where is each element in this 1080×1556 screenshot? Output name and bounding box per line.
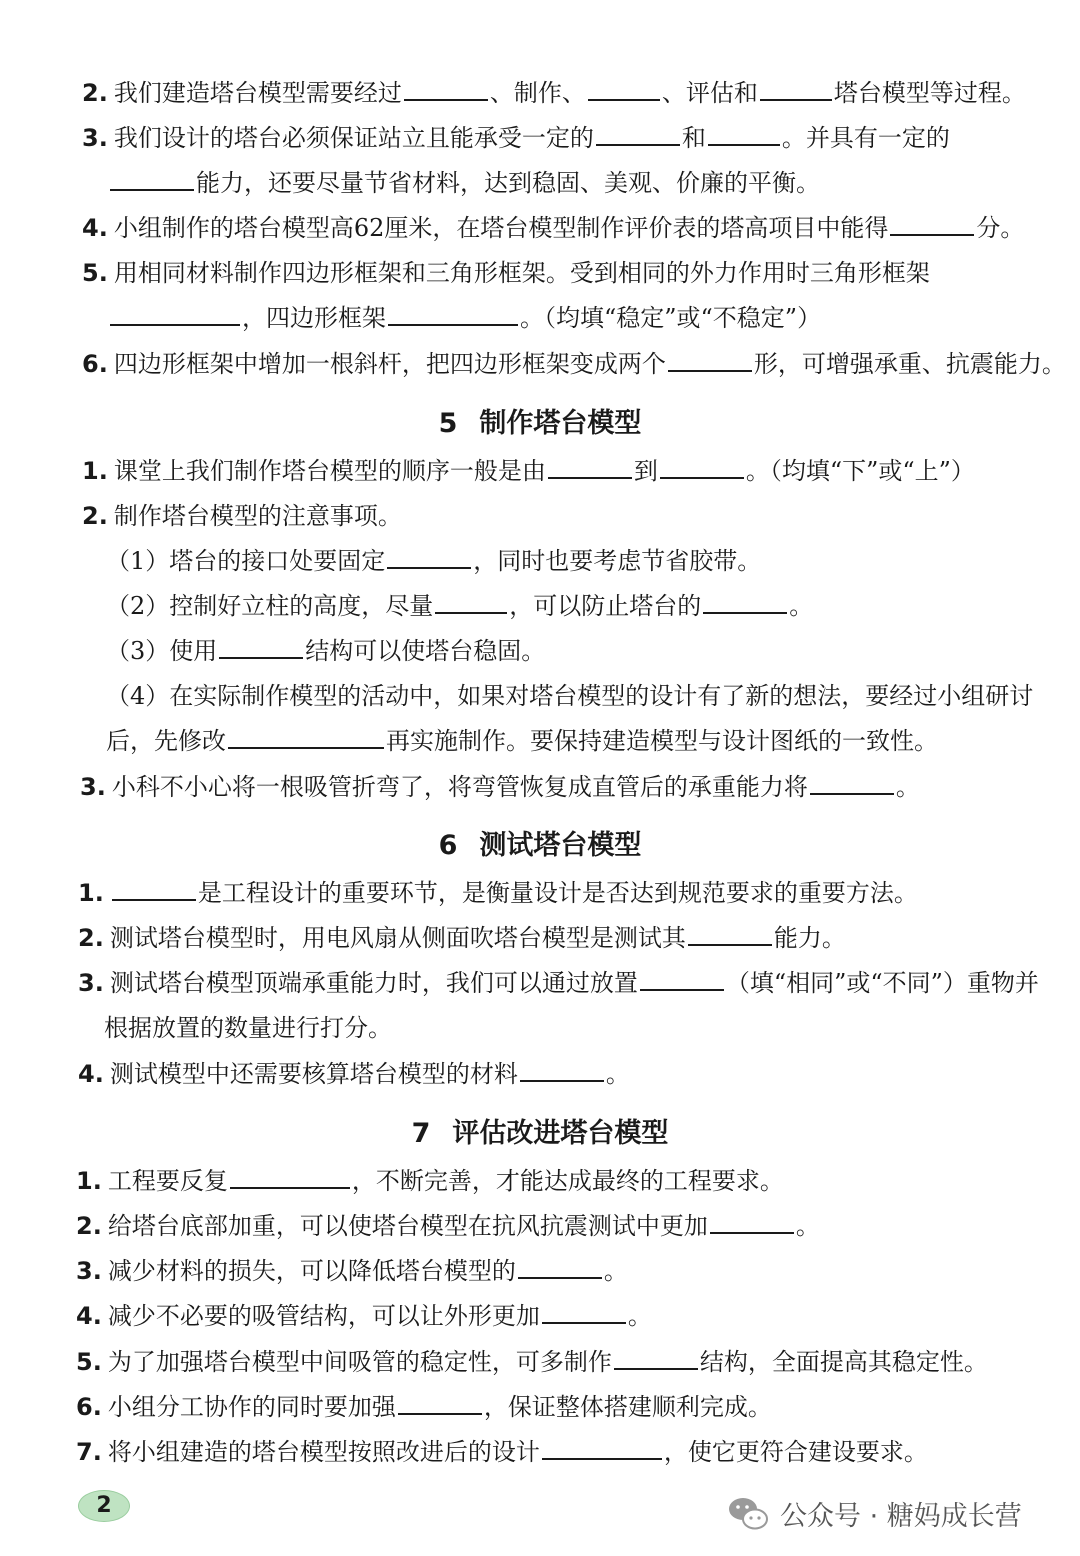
question-text: 测试模型中还需要核算塔台模型的材料 — [109, 1060, 518, 1088]
question-text: 小科不小心将一根吸管折弯了，将弯管恢复成直管后的承重能力将 — [111, 773, 808, 801]
watermark — [726, 1493, 1022, 1533]
question-text: 后，先修改 — [106, 727, 226, 755]
question-line — [76, 1390, 1080, 1424]
question-text: 。并具有一定的 — [781, 124, 950, 152]
question-number: 4. — [82, 214, 108, 242]
answer-blank[interactable] — [230, 1165, 350, 1189]
question-line — [76, 1299, 1080, 1333]
question-text: 结构可以使塔台稳固。 — [305, 637, 546, 665]
question-text: 到 — [633, 457, 658, 485]
question-number: 5. — [76, 1348, 102, 1376]
section-heading — [0, 406, 1080, 442]
question-text: 、评估和 — [661, 79, 758, 107]
question-line — [106, 724, 1080, 758]
answer-blank[interactable] — [588, 77, 660, 101]
question-number: 2. — [78, 924, 104, 952]
question-line — [76, 1254, 1080, 1288]
answer-blank[interactable] — [614, 1346, 698, 1370]
question-number: 5. — [82, 259, 108, 287]
question-text: 、制作、 — [489, 79, 586, 107]
question-line — [82, 256, 1080, 290]
question-number: 4. — [76, 1302, 102, 1330]
question-line — [106, 544, 1080, 578]
page-number-badge — [78, 1490, 130, 1522]
question-text: ，同时也要考虑节省胶带。 — [473, 547, 762, 575]
question-text: 再实施制作。要保持建造模型与设计图纸的一致性。 — [386, 727, 938, 755]
question-text: （4）在实际制作模型的活动中，如果对塔台模型的设计有了新的想法，要经过小组研讨 — [106, 682, 1034, 710]
answer-blank[interactable] — [520, 1058, 604, 1082]
question-text: （3）使用 — [106, 637, 218, 665]
question-text: 四边形框架中增加一根斜杆，把四边形框架变成两个 — [113, 350, 666, 378]
question-number: 6. — [76, 1393, 102, 1421]
question-number: 4. — [78, 1060, 104, 1088]
answer-blank[interactable] — [542, 1300, 626, 1324]
question-text: 将小组建造的塔台模型按照改进后的设计 — [107, 1438, 540, 1466]
question-text: 能力。 — [773, 924, 846, 952]
section-number: 6 — [438, 830, 458, 861]
section-number: 5 — [438, 408, 458, 439]
watermark-text: 公众号 · 糖妈成长营 — [780, 1500, 1022, 1532]
question-line — [108, 301, 1080, 335]
question-text: 。 — [789, 592, 814, 620]
question-line — [76, 1345, 1080, 1379]
question-text: （填“相同”或“不同”）重物并 — [725, 969, 1039, 997]
answer-blank[interactable] — [640, 967, 724, 991]
question-line — [108, 166, 1080, 200]
answer-blank[interactable] — [542, 1436, 662, 1460]
question-line — [82, 454, 1080, 488]
question-text: 。（均填“稳定”或“不稳定”） — [520, 304, 822, 332]
question-line — [82, 76, 1080, 110]
question-text: 小组分工协作的同时要加强 — [107, 1393, 396, 1421]
question-line — [82, 211, 1080, 245]
answer-blank[interactable] — [710, 1210, 794, 1234]
question-text: 测试塔台模型时，用电风扇从侧面吹塔台模型是测试其 — [109, 924, 686, 952]
question-number: 1. — [78, 879, 104, 907]
question-number: 3. — [82, 124, 108, 152]
question-text: 。 — [795, 1212, 820, 1240]
question-text: 制作塔台模型的注意事项。 — [113, 502, 402, 530]
question-text: 小组制作的塔台模型高62厘米，在塔台模型制作评价表的塔高项目中能得 — [113, 214, 889, 242]
section-heading — [0, 1116, 1080, 1152]
answer-blank[interactable] — [596, 122, 680, 146]
question-line — [82, 499, 1080, 533]
question-text: （1）塔台的接口处要固定 — [106, 547, 386, 575]
question-text: 用相同材料制作四边形框架和三角形框架。受到相同的外力作用时三角形框架 — [113, 259, 930, 287]
question-text: ，使它更符合建设要求。 — [663, 1438, 928, 1466]
question-line — [78, 1057, 1080, 1091]
question-number: 2. — [82, 79, 108, 107]
answer-blank[interactable] — [708, 122, 780, 146]
answer-blank[interactable] — [404, 77, 488, 101]
question-number: 1. — [82, 457, 108, 485]
question-text: ，可以防止塔台的 — [509, 592, 702, 620]
question-number: 2. — [76, 1212, 102, 1240]
question-text: ，保证整体搭建顺利完成。 — [483, 1393, 772, 1421]
section-heading — [0, 828, 1080, 864]
question-line — [78, 876, 1080, 910]
question-text: 结构，全面提高其稳定性。 — [699, 1348, 988, 1376]
answer-blank[interactable] — [660, 455, 744, 479]
answer-blank[interactable] — [810, 771, 894, 795]
question-text: 。 — [603, 1257, 628, 1285]
question-number: 1. — [76, 1167, 102, 1195]
question-text: 。 — [627, 1302, 652, 1330]
question-text: ，四边形框架 — [242, 304, 386, 332]
question-line — [82, 121, 1080, 155]
question-text: 我们设计的塔台必须保证站立且能承受一定的 — [113, 124, 594, 152]
section-title: 制作塔台模型 — [479, 408, 642, 439]
question-text: 能力，还要尽量节省材料，达到稳固、美观、价廉的平衡。 — [196, 169, 820, 197]
question-text: 我们建造塔台模型需要经过 — [113, 79, 402, 107]
answer-blank[interactable] — [668, 348, 752, 372]
question-number: 2. — [82, 502, 108, 530]
question-text: 减少不必要的吸管结构，可以让外形更加 — [107, 1302, 540, 1330]
question-text: 给塔台底部加重，可以使塔台模型在抗风抗震测试中更加 — [107, 1212, 708, 1240]
page-number: 2 — [96, 1493, 112, 1518]
question-text: 根据放置的数量进行打分。 — [104, 1014, 392, 1042]
question-text: 。（均填“下”或“上”） — [745, 457, 975, 485]
section-title: 测试塔台模型 — [479, 830, 642, 861]
question-number: 3. — [76, 1257, 102, 1285]
question-line — [104, 1011, 1080, 1045]
question-line — [80, 770, 1080, 804]
question-text: 和 — [681, 124, 706, 152]
answer-blank[interactable] — [518, 1255, 602, 1279]
question-line — [82, 347, 1080, 381]
answer-blank[interactable] — [890, 212, 974, 236]
question-text: 课堂上我们制作塔台模型的顺序一般是由 — [113, 457, 546, 485]
question-number: 7. — [76, 1438, 102, 1466]
answer-blank[interactable] — [219, 635, 303, 659]
question-line — [106, 679, 1080, 713]
question-line — [76, 1209, 1080, 1243]
question-text: 减少材料的损失，可以降低塔台模型的 — [107, 1257, 516, 1285]
question-number: 3. — [80, 773, 106, 801]
question-text: 。 — [895, 773, 920, 801]
answer-blank[interactable] — [688, 922, 772, 946]
answer-blank[interactable] — [435, 590, 507, 614]
answer-blank[interactable] — [388, 302, 518, 326]
answer-blank[interactable] — [228, 725, 384, 749]
answer-blank[interactable] — [112, 877, 196, 901]
question-line — [78, 921, 1080, 955]
answer-blank[interactable] — [760, 77, 832, 101]
question-line — [106, 634, 1080, 668]
question-number: 6. — [82, 350, 108, 378]
section-number: 7 — [411, 1118, 431, 1149]
question-text: 塔台模型等过程。 — [833, 79, 1026, 107]
answer-blank[interactable] — [398, 1391, 482, 1415]
wechat-icon — [726, 1493, 770, 1533]
question-line — [76, 1164, 1080, 1198]
answer-blank[interactable] — [110, 302, 240, 326]
question-text: 为了加强塔台模型中间吸管的稳定性，可多制作 — [107, 1348, 612, 1376]
answer-blank[interactable] — [387, 545, 471, 569]
answer-blank[interactable] — [703, 590, 787, 614]
question-text: （2）控制好立柱的高度，尽量 — [106, 592, 434, 620]
answer-blank[interactable] — [548, 455, 632, 479]
question-number: 3. — [78, 969, 104, 997]
question-text: 测试塔台模型顶端承重能力时，我们可以通过放置 — [109, 969, 638, 997]
question-text: 分。 — [976, 214, 1025, 242]
section-title: 评估改进塔台模型 — [452, 1118, 669, 1149]
question-text: ，不断完善，才能达成最终的工程要求。 — [351, 1167, 784, 1195]
question-line — [106, 589, 1080, 623]
answer-blank[interactable] — [110, 167, 194, 191]
question-text: 。 — [605, 1060, 630, 1088]
question-text: 工程要反复 — [107, 1167, 228, 1195]
question-text: 形，可增强承重、抗震能力。 — [753, 350, 1066, 378]
question-line — [78, 966, 1080, 1000]
question-text: 是工程设计的重要环节，是衡量设计是否达到规范要求的重要方法。 — [197, 879, 918, 907]
question-line — [76, 1435, 1080, 1469]
